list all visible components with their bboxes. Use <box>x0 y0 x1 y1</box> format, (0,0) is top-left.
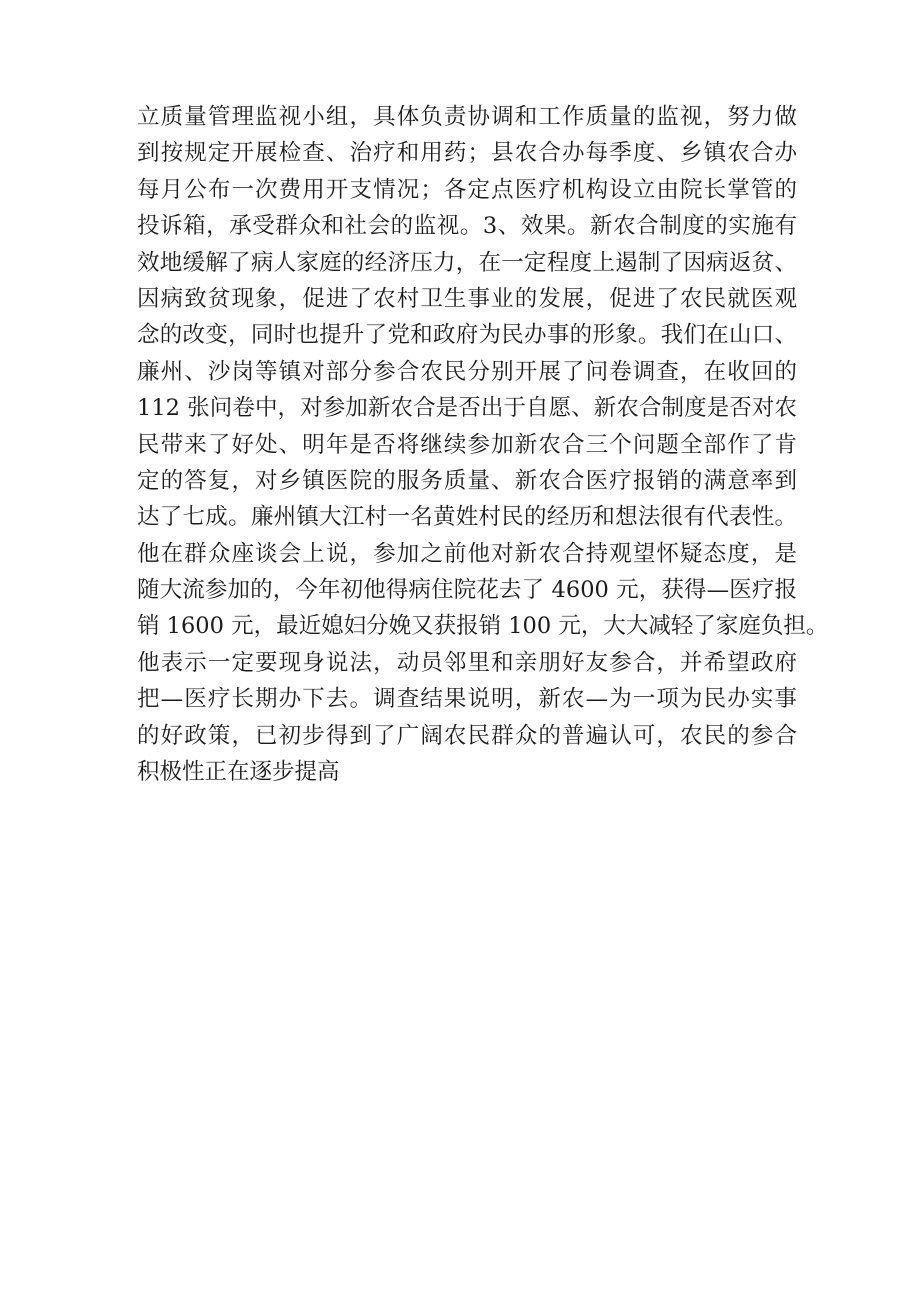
text-line: 投诉箱，承受群众和社会的监视。3、效果。新农合制度的实施有 <box>137 213 797 240</box>
text-line: 效地缓解了病人家庭的经济压力，在一定程度上遏制了因病返贫、 <box>137 249 797 276</box>
text-line: 廉州、沙岗等镇对部分参合农民分别开展了问卷调查，在收回的 <box>137 358 797 385</box>
text-line: 把—医疗长期办下去。调查结果说明，新农—为一项为民办实事 <box>137 686 797 713</box>
text-line: 112 张问卷中，对参加新农合是否出于自愿、新农合制度是否对农 <box>137 395 797 422</box>
text-line: 他表示一定要现身说法，动员邻里和亲朋好友参合，并希望政府 <box>137 649 797 676</box>
text-line: 因病致贫现象，促进了农村卫生事业的发展，促进了农民就医观 <box>137 285 797 312</box>
text-line: 到按规定开展检查、治疗和用药；县农合办每季度、乡镇农合办 <box>137 140 797 167</box>
text-line: 民带来了好处、明年是否将继续参加新农合三个问题全部作了肯 <box>137 431 797 458</box>
text-line: 定的答复，对乡镇医院的服务质量、新农合医疗报销的满意率到 <box>137 467 797 494</box>
text-line: 他在群众座谈会上说，参加之前他对新农合持观望怀疑态度，是 <box>137 540 797 567</box>
text-line: 每月公布一次费用开支情况；各定点医疗机构设立由院长掌管的 <box>137 176 797 203</box>
text-line: 的好政策，已初步得到了广阔农民群众的普遍认可，农民的参合 <box>137 722 797 749</box>
text-line: 销 1600 元，最近媳妇分娩又获报销 100 元，大大减轻了家庭负担。 <box>137 613 829 640</box>
body-text <box>137 99 829 790</box>
text-line: 立质量管理监视小组，具体负责协调和工作质量的监视，努力做 <box>137 104 797 130</box>
text-line: 达了七成。廉州镇大江村一名黄姓村民的经历和想法很有代表性。 <box>137 504 797 531</box>
text-line: 随大流参加的，今年初他得病住院花去了 4600 元，获得—医疗报 <box>137 577 797 604</box>
text-line: 念的改变，同时也提升了党和政府为民办事的形象。我们在山口、 <box>137 322 797 349</box>
text-line: 积极性正在逐步提高 <box>137 759 340 786</box>
